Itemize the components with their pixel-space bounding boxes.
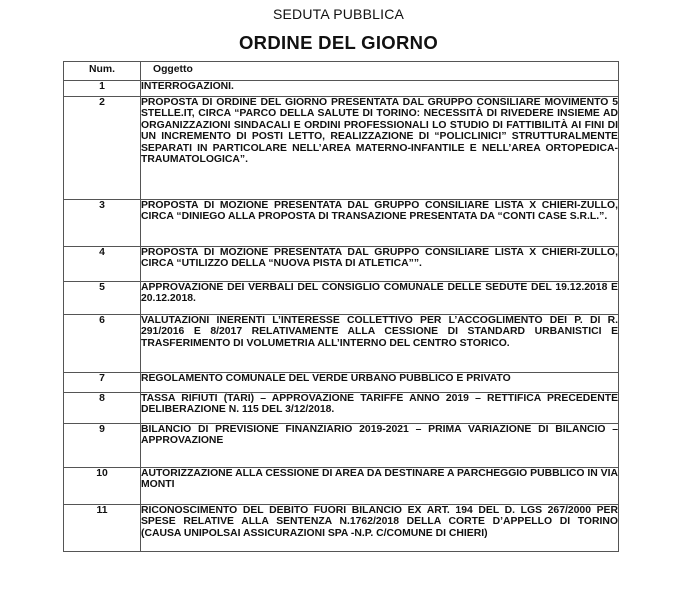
table-row (64, 315, 619, 373)
row-number: 11 (64, 505, 141, 552)
table-row (64, 97, 619, 200)
row-number: 9 (64, 424, 141, 468)
row-number: 1 (64, 81, 141, 97)
row-number: 8 (64, 393, 141, 424)
row-number: 5 (64, 282, 141, 315)
table-row (64, 505, 619, 552)
row-subject: REGOLAMENTO COMUNALE DEL VERDE URBANO PUBBLICO E PRIVATO (141, 373, 619, 393)
row-subject: TASSA RIFIUTI (TARI) – APPROVAZIONE TARIFFE ANNO 2019 – RETTIFICA PRECEDENTE DELIBERAZIONE N. 115 DEL 3/12/2018. (141, 393, 619, 424)
row-number: 10 (64, 468, 141, 505)
row-subject: PROPOSTA DI MOZIONE PRESENTATA DAL GRUPPO CONSILIARE LISTA X CHIERI-ZULLO, CIRCA “DINIEGO ALLA PROPOSTA DI TRANSAZIONE PRESENTATA DA “CONTI CASE S.R.L.”. (141, 200, 619, 247)
row-subject: PROPOSTA DI ORDINE DEL GIORNO PRESENTATA DAL GRUPPO CONSILIARE MOVIMENTO 5 STELLE.IT, CIRCA “PARCO DELLA SALUTE DI TORINO: NECESSITÀ DI RIVEDERE INSIEME AD ORGANIZZAZIONI SINDACALI E ORDINI PROFESSIONALI LO STUDIO DI FATTIBILITÀ AI FINI DI UN INCREMENTO DI POSTI LETTO, REALIZZAZIONE DI “POLICLINICI” STRUTTURALMENTE SEPARATI IN PARTICOLARE NELL’AREA MATERNO-INFANTILE E NELL’AREA ORTOPEDICA-TRAUMATOLOGICA”. (141, 97, 619, 200)
table-row (64, 200, 619, 247)
table-row (64, 468, 619, 505)
row-subject: AUTORIZZAZIONE ALLA CESSIONE DI AREA DA DESTINARE A PARCHEGGIO PUBBLICO IN VIA MONTI (141, 468, 619, 505)
row-subject: BILANCIO DI PREVISIONE FINANZIARIO 2019-2021 – PRIMA VARIAZIONE DI BILANCIO – APPROVAZIONE (141, 424, 619, 468)
agenda-table (63, 61, 619, 552)
column-header-num: Num. (64, 62, 141, 81)
table-header-row (64, 62, 619, 81)
row-number: 6 (64, 315, 141, 373)
table-row (64, 373, 619, 393)
row-subject: RICONOSCIMENTO DEL DEBITO FUORI BILANCIO EX ART. 194 DEL D. LGS 267/2000 PER SPESE RELATIVE ALLA SENTENZA N.1762/2018 DELLA CORTE D’APPELLO DI TORINO (CAUSA UNIPOLSAI ASSICURAZIONI SPA -N.P. C/COMUNE DI CHIERI) (141, 505, 619, 552)
row-subject: PROPOSTA DI MOZIONE PRESENTATA DAL GRUPPO CONSILIARE LISTA X CHIERI-ZULLO, CIRCA “UTILIZZO DELLA “NUOVA PISTA DI ATLETICA””. (141, 247, 619, 282)
column-header-subject: Oggetto (141, 62, 619, 81)
table-row (64, 282, 619, 315)
session-subtitle: SEDUTA PUBBLICA (272, 6, 405, 22)
row-number: 7 (64, 373, 141, 393)
row-subject: INTERROGAZIONI. (141, 81, 619, 97)
table-row (64, 81, 619, 97)
row-subject: VALUTAZIONI INERENTI L’INTERESSE COLLETTIVO PER L’ACCOGLIMENTO DEI P. DI R. 291/2016 E 8/2017 RELATIVAMENTE ALLA CESSIONE DI STANDARD URBANISTICI E TRASFERIMENTO DI VOLUMETRIA ALL’INTERNO DEL CENTRO STORICO. (141, 315, 619, 373)
row-number: 2 (64, 97, 141, 200)
row-number: 3 (64, 200, 141, 247)
table-row (64, 424, 619, 468)
page-title: ORDINE DEL GIORNO (238, 32, 439, 53)
row-number: 4 (64, 247, 141, 282)
table-row (64, 247, 619, 282)
row-subject: APPROVAZIONE DEI VERBALI DEL CONSIGLIO COMUNALE DELLE SEDUTE DEL 19.12.2018 E 20.12.2018. (141, 282, 619, 315)
table-row (64, 393, 619, 424)
